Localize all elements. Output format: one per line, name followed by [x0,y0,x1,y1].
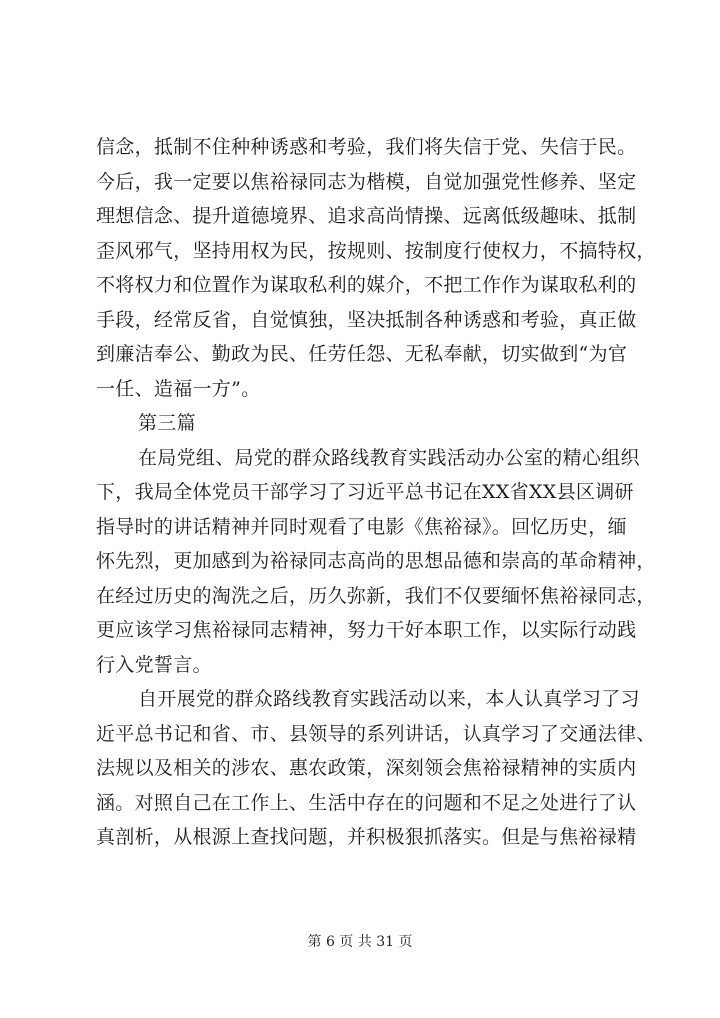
text-line: 真剖析，从根源上查找问题，并积极狠抓落实。但是与焦裕禄精 [96,826,637,848]
text-line: 一任、造福一方”。 [96,377,261,400]
text-line: 法规以及相关的涉农、惠农政策，深刻领会焦裕禄精神的实质内 [96,757,637,779]
text-line: 更应该学习焦裕禄同志精神，努力干好本职工作，以实际行动践 [96,619,637,641]
text-line: 在经过历史的淘洗之后，历久弥新，我们不仅要缅怀焦裕禄同志， [96,584,656,607]
text-line: 怀先烈，更加感到为裕禄同志高尚的思想品德和崇高的革命精神， [96,550,656,572]
text-line: 不将权力和位置作为谋取私利的媒介，不把工作作为谋取私利的 [96,274,637,296]
text-line: 理想信念、提升道德境界、追求高尚情操、远离低级趣味、抵制 [96,205,637,227]
text-line: 近平总书记和省、市、县领导的系列讲话，认真学习了交通法律、 [96,722,656,745]
text-line: 到廉洁奉公、勤政为民、任劳任怨、无私奉献，切实做到“为官 [96,343,628,365]
text-line: 信念，抵制不住种种诱惑和考验，我们将失信于党、失信于民。 [96,136,637,158]
text-line: 在局党组、局党的群众路线教育实践活动办公室的精心组织 [138,446,640,469]
text-line: 行入党誓言。 [96,653,212,676]
document-body [96,130,656,855]
text-line: 自开展党的群众路线教育实践活动以来，本人认真学习了习 [138,688,640,710]
text-line: 指导时的讲话精神并同时观看了电影《焦裕禄》。回忆历史，缅 [96,515,627,538]
text-line: 歪风邪气，坚持用权为民，按规则、按制度行使权力，不搞特权， [96,239,656,262]
page-footer: 第 6 页 共 31 页 [307,934,413,950]
text-line: 今后，我一定要以焦裕禄同志为楷模，自觉加强党性修养、坚定 [96,170,637,193]
text-line: 手段，经常反省，自觉慎独，坚决抵制各种诱惑和考验，真正做 [96,308,637,331]
text-line: 下，我局全体党员干部学习了习近平总书记在XX省XX县区调研 [96,481,634,503]
section-heading: 第三篇 [138,412,196,434]
text-line: 涵。对照自己在工作上、生活中存在的问题和不足之处进行了认 [96,791,637,814]
